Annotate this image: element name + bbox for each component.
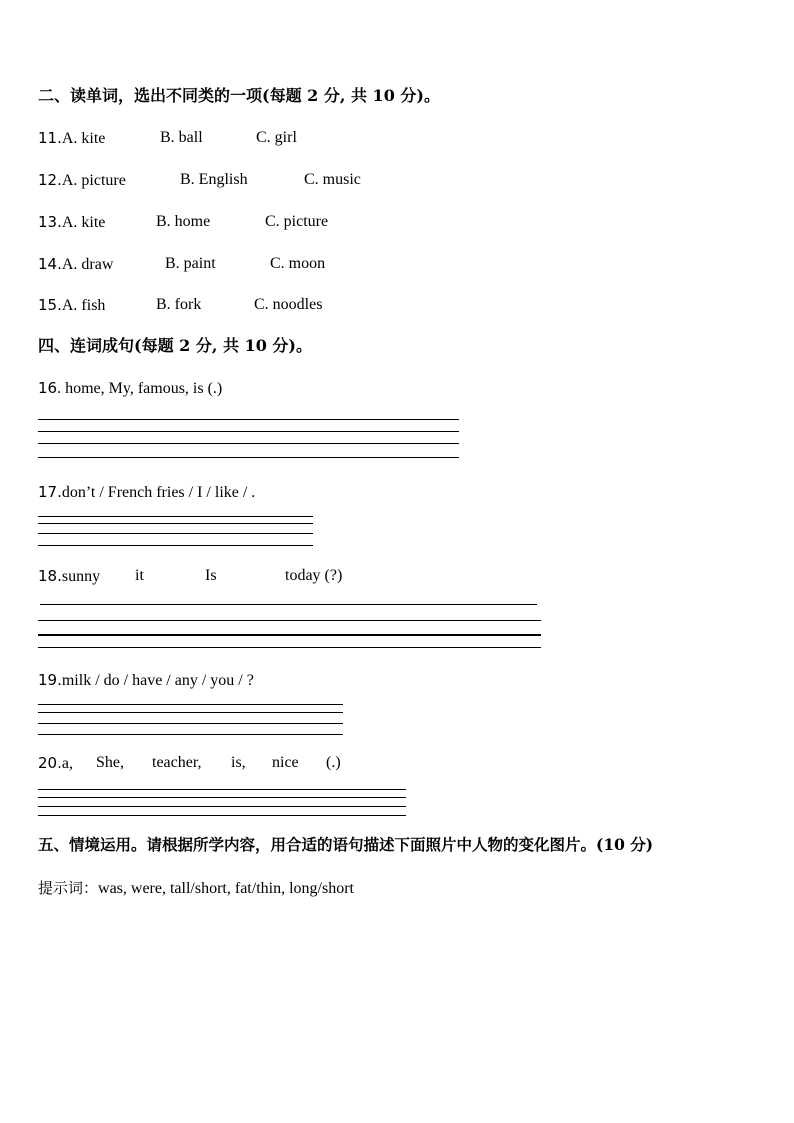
hint-line xyxy=(38,878,354,899)
answer-line xyxy=(38,620,541,621)
question-text: don’t / French fries / I / like / . xyxy=(61,484,256,501)
q13-option-c: C. picture xyxy=(265,213,329,230)
question-number: 18. xyxy=(38,567,62,585)
hint-label: 提示词： xyxy=(38,879,99,897)
q18-word-4: today (?) xyxy=(285,567,343,584)
answer-line xyxy=(38,419,459,420)
answer-line xyxy=(38,516,313,517)
answer-line xyxy=(38,789,406,790)
question-16 xyxy=(38,378,222,399)
answer-line xyxy=(38,431,459,432)
section4-title: 四、连词成句(每题 2 分, 共 10 分)。 xyxy=(38,336,312,355)
hint-words: was, were, tall/short, fat/thin, long/short xyxy=(98,880,354,897)
answer-line xyxy=(38,647,541,648)
question-number: 14. xyxy=(38,255,62,273)
answer-line xyxy=(38,806,406,807)
answer-line xyxy=(38,712,343,713)
question-number: 20. xyxy=(38,754,62,772)
section2-title: 二、读单词，选出不同类的一项(每题 2 分, 共 10 分)。 xyxy=(38,86,440,105)
answer-line xyxy=(38,443,459,444)
q20-word-4: is, xyxy=(231,754,246,771)
section5-title: 五、情境运用。请根据所学内容，用合适的语句描述下面照片中人物的变化图片。(10 分) xyxy=(38,835,654,854)
q14-option-b: B. paint xyxy=(165,255,216,272)
answer-line xyxy=(38,457,459,458)
q18-word-3: Is xyxy=(205,567,217,584)
question-number: 13. xyxy=(38,213,62,231)
question-20 xyxy=(38,753,73,774)
question-17 xyxy=(38,482,255,503)
option-a: A. picture xyxy=(61,172,126,189)
question-14 xyxy=(38,254,113,275)
q15-option-c: C. noodles xyxy=(254,296,323,313)
q13-option-b: B. home xyxy=(156,213,211,230)
question-12 xyxy=(38,170,126,191)
answer-line xyxy=(38,723,343,724)
option-a: A. kite xyxy=(61,130,106,147)
answer-line xyxy=(38,815,406,816)
q20-word-2: She, xyxy=(96,754,124,771)
question-number: 16 xyxy=(38,379,58,397)
option-a: A. kite xyxy=(61,214,106,231)
answer-line xyxy=(38,734,343,735)
question-19 xyxy=(38,670,254,691)
option-a: A. draw xyxy=(61,256,114,273)
answer-line xyxy=(38,634,541,636)
answer-line xyxy=(38,797,406,798)
answer-line xyxy=(38,533,313,534)
question-number: 12. xyxy=(38,171,62,189)
answer-line xyxy=(40,604,537,605)
q12-option-c: C. music xyxy=(304,171,361,188)
word-1: sunny xyxy=(61,568,101,585)
question-number: 19. xyxy=(38,671,62,689)
question-number: 15. xyxy=(38,296,62,314)
q15-option-b: B. fork xyxy=(156,296,202,313)
question-15 xyxy=(38,295,105,316)
q12-option-b: B. English xyxy=(180,171,248,188)
q20-word-3: teacher, xyxy=(152,754,202,771)
answer-line xyxy=(38,523,313,524)
answer-line xyxy=(38,545,313,546)
question-text: milk / do / have / any / you / ? xyxy=(61,672,254,689)
answer-line xyxy=(38,704,343,705)
q14-option-c: C. moon xyxy=(270,255,326,272)
q11-option-c: C. girl xyxy=(256,129,297,146)
question-13 xyxy=(38,212,105,233)
q20-word-5: nice xyxy=(272,754,299,771)
q20-word-6: (.) xyxy=(326,754,341,771)
question-18 xyxy=(38,566,100,587)
q11-option-b: B. ball xyxy=(160,129,203,146)
question-number: 11. xyxy=(38,129,62,147)
question-11 xyxy=(38,128,105,149)
question-text: . home, My, famous, is (.) xyxy=(57,380,223,397)
option-a: A. fish xyxy=(61,297,106,314)
q18-word-2: it xyxy=(135,567,144,584)
question-number: 17. xyxy=(38,483,62,501)
word-1: a, xyxy=(61,755,73,772)
